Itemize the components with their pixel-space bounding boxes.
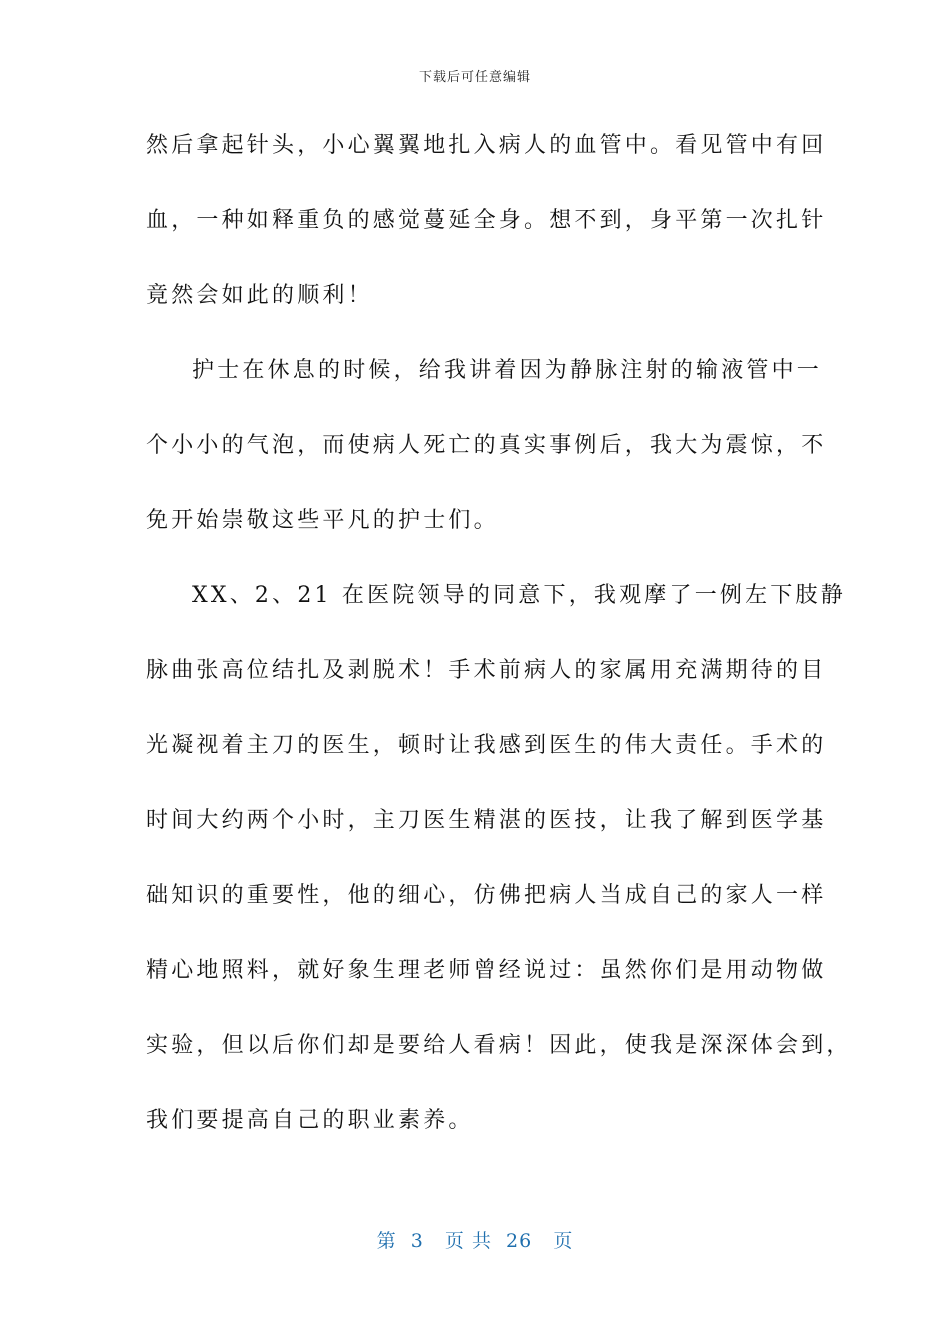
page-header: 下载后可任意编辑 [418, 70, 531, 85]
text-line-5: 个小小的气泡，而使病人死亡的真实事例后，我大为震惊，不 [146, 433, 827, 458]
text-line-7: XX、2、21 在医院领导的同意下，我观摩了一例左下肢静 [192, 583, 846, 608]
text-line-14: 我们要提高自己的职业素养。 [146, 1108, 474, 1133]
text-line-11: 础知识的重要性，他的细心，仿佛把病人当成自己的家人一样 [146, 883, 827, 908]
text-line-1: 然后拿起针头，小心翼翼地扎入病人的血管中。看见管中有回 [146, 133, 827, 158]
text-line-3: 竟然会如此的顺利！ [146, 283, 373, 308]
text-line-12: 精心地照料，就好象生理老师曾经说过：虽然你们是用动物做 [146, 958, 827, 983]
page-number-footer: 第 3 页 共 26 页 [376, 1230, 574, 1252]
text-line-13: 实验，但以后你们却是要给人看病！因此，使我是深深体会到， [146, 1033, 852, 1058]
text-line-6: 免开始崇敬这些平凡的护士们。 [146, 508, 499, 533]
text-line-10: 时间大约两个小时，主刀医生精湛的医技，让我了解到医学基 [146, 808, 827, 833]
text-line-2: 血，一种如释重负的感觉蔓延全身。想不到，身平第一次扎针 [146, 208, 827, 233]
text-line-8: 脉曲张高位结扎及剥脱术！手术前病人的家属用充满期待的目 [146, 658, 827, 683]
text-line-9: 光凝视着主刀的医生，顿时让我感到医生的伟大责任。手术的 [146, 733, 827, 758]
text-line-4: 护士在休息的时候，给我讲着因为静脉注射的输液管中一 [192, 358, 823, 383]
